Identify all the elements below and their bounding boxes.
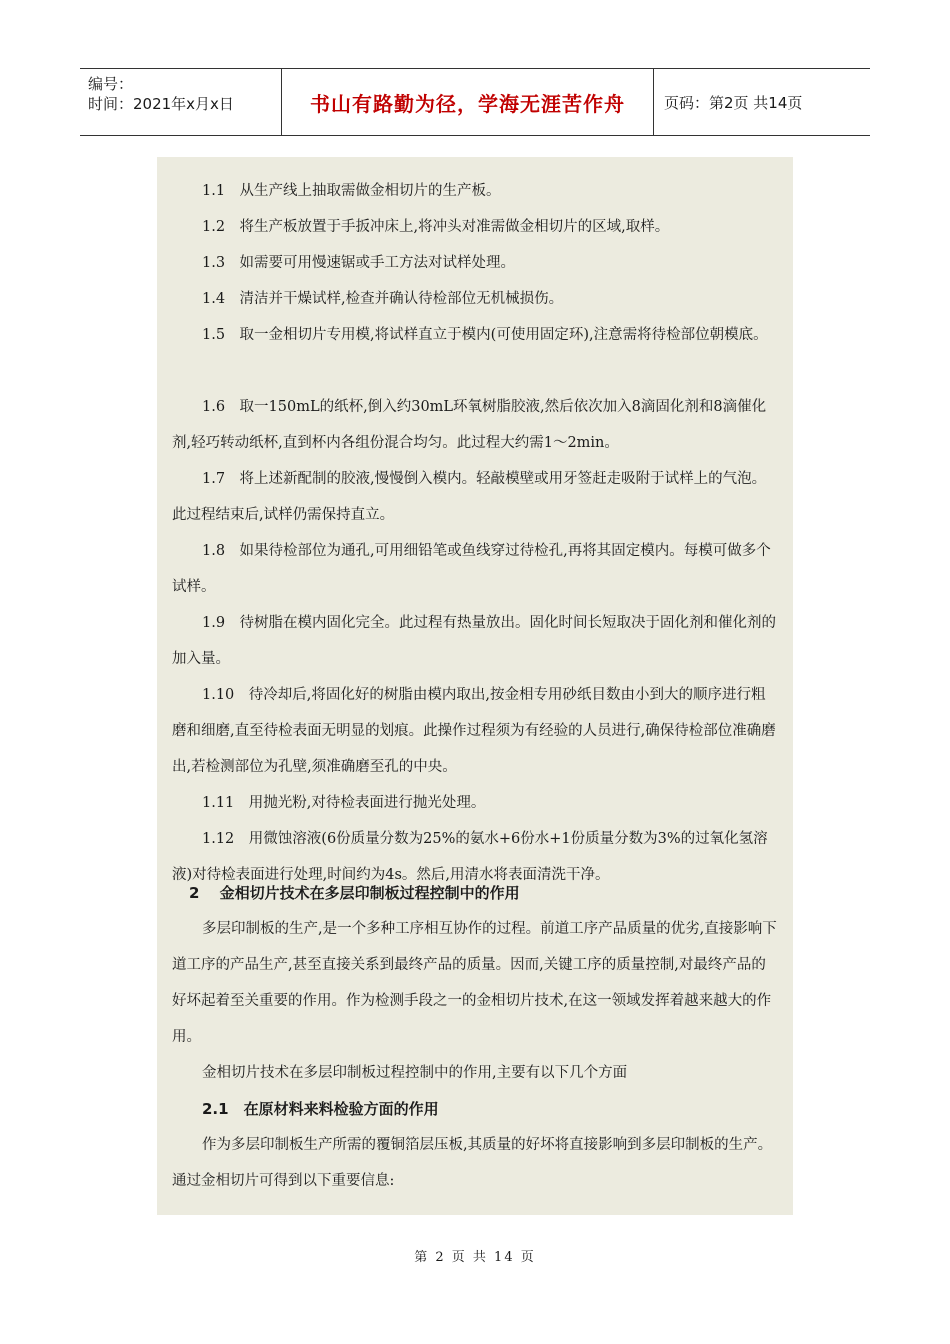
paragraph-1-1: 1.1 从生产线上抽取需做金相切片的生产板。 — [202, 183, 501, 199]
paragraph-1-5: 1.5 取一金相切片专用模,将试样直立于模内(可使用固定环),注意需将待检部位朝模底。 — [202, 327, 768, 343]
document-number-label: 编号： — [88, 75, 134, 93]
paragraph-1-10: 1.10 待冷却后,将固化好的树脂由模内取出,按金相专用砂纸目数由小到大的顺序进行粗磨和细磨,直至待检表面无明显的划痕。此操作过程须为有经验的人员进行,确保待检部位准确磨出,若检测部位为孔壁,须准确磨至孔的中央。 — [172, 687, 776, 775]
paragraph-1-9: 1.9 待树脂在模内固化完全。此过程有热量放出。固化时间长短取决于固化剂和催化剂的加入量。 — [172, 615, 777, 667]
section-2-paragraph-2: 金相切片技术在多层印制板过程控制中的作用,主要有以下几个方面 — [202, 1065, 628, 1081]
paragraph-1-2: 1.2 将生产板放置于手扳冲床上,将冲头对准需做金相切片的区域,取样。 — [202, 219, 670, 235]
paragraph-1-8: 1.8 如果待检部位为通孔,可用细铅笔或鱼线穿过待检孔,再将其固定模内。每模可做多个试样。 — [172, 543, 771, 595]
header-page-label: 页码：第2页 共14页 — [664, 93, 803, 112]
section-2-paragraph-3: 作为多层印制板生产所需的覆铜箔层压板,其质量的好坏将直接影响到多层印制板的生产。通过金相切片可得到以下重要信息: — [172, 1137, 773, 1189]
section-2-paragraph-1: 多层印制板的生产,是一个多种工序相互协作的过程。前道工序产品质量的优劣,直接影响下道工序的产品生产,甚至直接关系到最终产品的质量。因而,关键工序的质量控制,对最终产品的好坏起着至关重要的作用。作为检测手段之一的金相切片技术,在这一领域发挥着越来越大的作用。 — [172, 921, 777, 1045]
document-time-label: 时间：2021年x月x日 — [88, 95, 234, 113]
paragraph-1-12: 1.12 用微蚀溶液(6份质量分数为25%的氨水+6份水+1份质量分数为3%的过氧化氢溶液)对待检表面进行处理,时间约为4s。然后,用清水将表面清洗干净。 — [172, 831, 768, 883]
paragraph-1-4: 1.4 清洁并干燥试样,检查并确认待检部位无机械损伤。 — [202, 291, 564, 307]
paragraph-1-11: 1.11 用抛光粉,对待检表面进行抛光处理。 — [202, 795, 486, 811]
section-2-heading: 2 金相切片技术在多层印制板过程控制中的作用 — [189, 884, 520, 902]
section-2-1-heading: 2.1 在原材料来料检验方面的作用 — [202, 1100, 439, 1118]
paragraph-1-3: 1.3 如需要可用慢速锯或手工方法对试样处理。 — [202, 255, 516, 271]
page-header — [80, 68, 870, 136]
header-motto: 书山有路勤为径，学海无涯苦作舟 — [282, 69, 654, 135]
paragraph-1-6: 1.6 取一150mL的纸杯,倒入约30mL环氧树脂胶液,然后依次加入8滴固化剂和8滴催化剂,轻巧转动纸杯,直到杯内各组份混合均匀。此过程大约需1～2min。 — [172, 399, 767, 451]
document-body — [157, 157, 793, 1215]
page-footer: 第 2 页 共 14 页 — [414, 1250, 536, 1265]
paragraph-1-7: 1.7 将上述新配制的胶液,慢慢倒入模内。轻敲模壁或用牙签赶走吸附于试样上的气泡。此过程结束后,试样仍需保持直立。 — [172, 471, 767, 523]
header-info — [80, 69, 282, 135]
